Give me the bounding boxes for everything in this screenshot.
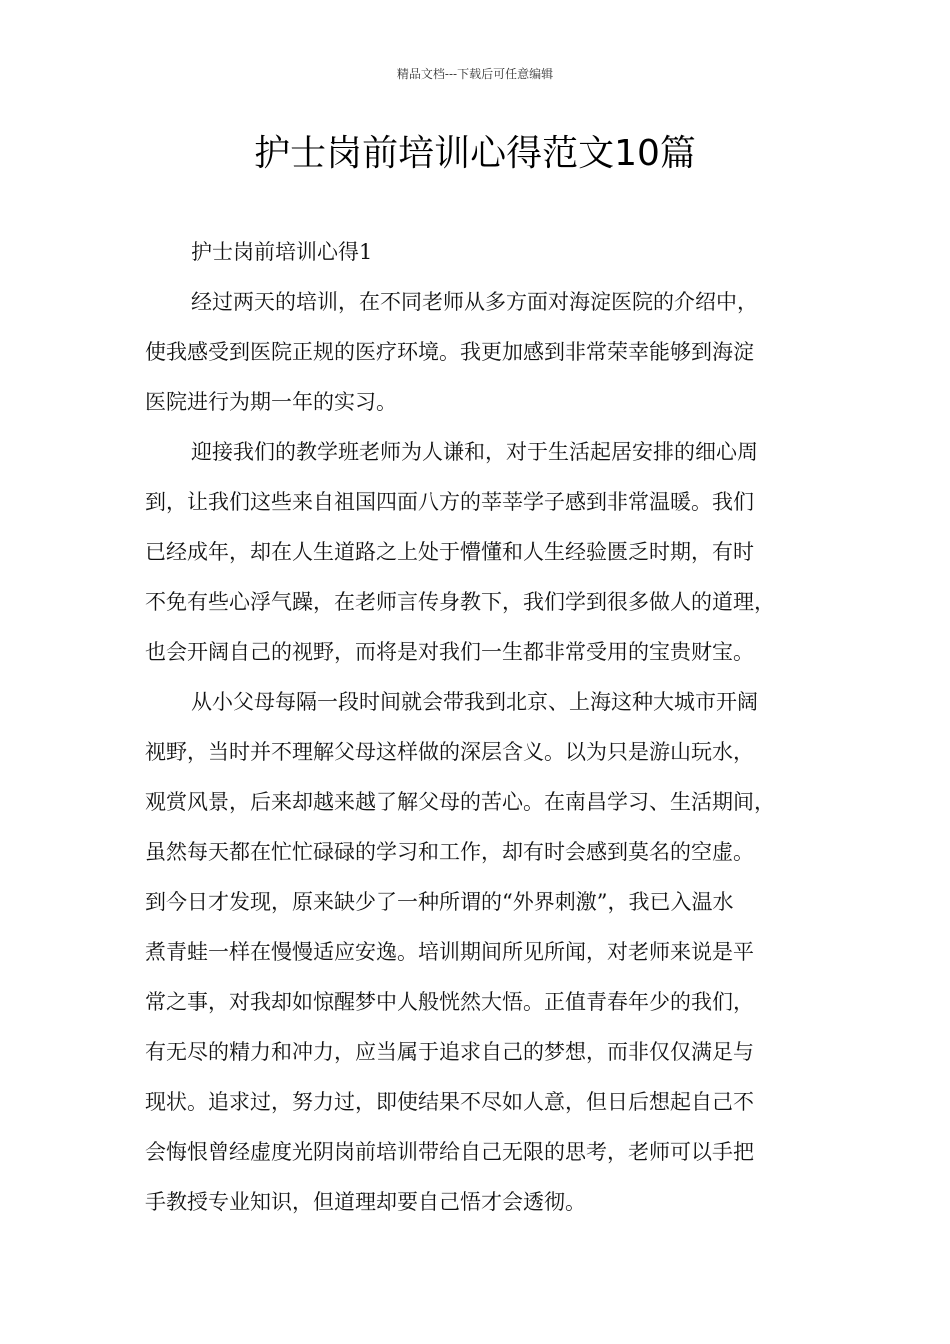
- paragraph-line: 到，让我们这些来自祖国四面八方的莘莘学子感到非常温暖。我们: [145, 490, 754, 514]
- paragraph-line: 使我感受到医院正规的医疗环境。我更加感到非常荣幸能够到海淀: [145, 340, 754, 364]
- paragraph-line: 煮青蛙一样在慢慢适应安逸。培训期间所见所闻，对老师来说是平: [145, 940, 754, 964]
- header-note: 精品文档---下载后可任意编辑: [396, 67, 554, 81]
- paragraph-line: 不免有些心浮气躁，在老师言传身教下，我们学到很多做人的道理，: [145, 590, 775, 614]
- paragraph-line: 从小父母每隔一段时间就会带我到北京、上海这种大城市开阔: [191, 690, 758, 714]
- paragraph-line: 常之事，对我却如惊醒梦中人般恍然大悟。正值青春年少的我们，: [145, 990, 754, 1014]
- paragraph-line: 现状。追求过，努力过，即使结果不尽如人意，但日后想起自己不: [145, 1090, 754, 1114]
- paragraph-line: 也会开阔自己的视野，而将是对我们一生都非常受用的宝贵财宝。: [145, 640, 754, 664]
- paragraph-line: 有无尽的精力和冲力，应当属于追求自己的梦想，而非仅仅满足与: [145, 1040, 754, 1064]
- paragraph-line: 医院进行为期一年的实习。: [145, 390, 397, 414]
- paragraph-2: [145, 427, 825, 677]
- paragraph-line: 已经成年，却在人生道路之上处于懵懂和人生经验匮乏时期，有时: [145, 540, 754, 564]
- paragraph-line: 视野，当时并不理解父母这样做的深层含义。以为只是游山玩水，: [145, 740, 754, 764]
- paragraph-line: 到今日才发现，原来缺少了一种所谓的“外界刺激”，我已入温水: [145, 890, 734, 914]
- paragraph-3: [145, 677, 825, 1227]
- paragraph-line: 虽然每天都在忙忙碌碌的学习和工作，却有时会感到莫名的空虚。: [145, 840, 754, 864]
- paragraph-line: 观赏风景，后来却越来越了解父母的苦心。在南昌学习、生活期间，: [145, 790, 775, 814]
- document-body: [145, 227, 825, 1227]
- paragraph-line: 迎接我们的教学班老师为人谦和，对于生活起居安排的细心周: [191, 440, 758, 464]
- document-title: 护士岗前培训心得范文10篇: [254, 133, 696, 174]
- paragraph-line: 手教授专业知识，但道理却要自己悟才会透彻。: [145, 1190, 586, 1214]
- section-heading: 护士岗前培训心得1: [191, 240, 373, 264]
- paragraph-1: [145, 277, 825, 427]
- paragraph-line: 经过两天的培训，在不同老师从多方面对海淀医院的介绍中，: [191, 290, 758, 314]
- paragraph-line: 会悔恨曾经虚度光阴岗前培训带给自己无限的思考，老师可以手把: [145, 1140, 754, 1164]
